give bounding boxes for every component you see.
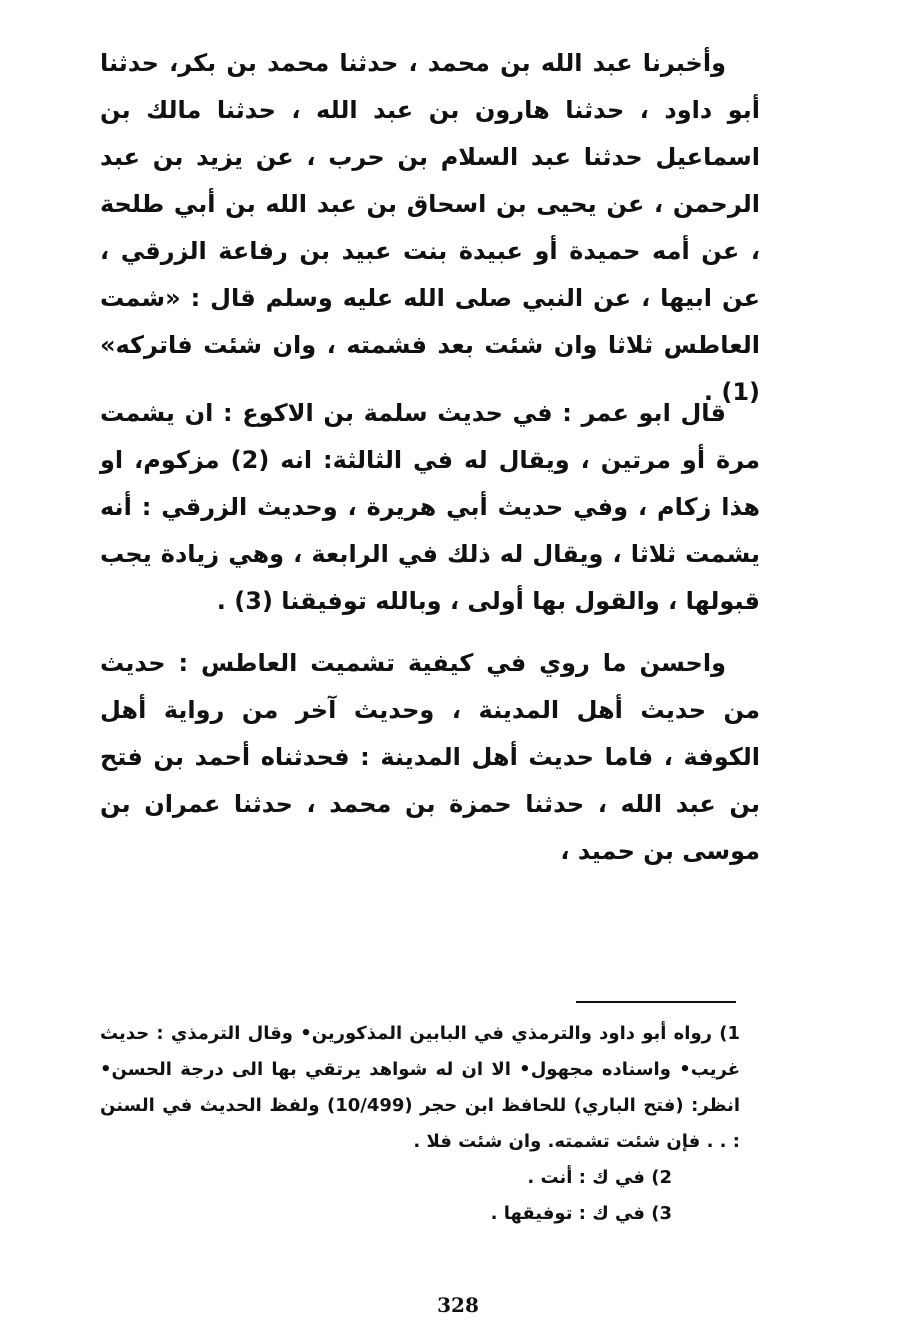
footnote-separator [576, 1001, 736, 1003]
paragraph-text: واحسن ما روي في كيفية تشميت العاطس : حديث من حديث أهل المدينة ، وحديث آخر من رواية أهل الكوفة ، فاما حديث أهل المدينة : فحدثناه أحمد بن فتح بن عبد الله ، حدثنا حمزة بن محمد ، حدثنا عمران بن موسى بن حميد ، [100, 649, 760, 865]
body-paragraph-3 [100, 640, 760, 875]
footnote-1: 1) رواه أبو داود والترمذي في البابين المذكورين• وقال الترمذي : حديث غريب• واسناده مجهول• الا ان له شواهد يرتقي بها الى درجة الحسن• انظر: (فتح الباري) للحافظ ابن حجر (10/499) ولفظ الحديث في السنن : . . فإن شئت تشمته. وان شئت فلا . [100, 1023, 740, 1152]
paragraph-text: قال ابو عمر : في حديث سلمة بن الاكوع : ان يشمت مرة أو مرتين ، ويقال له في الثالثة: انه (2) مزكوم، او هذا زكام ، وفي حديث أبي هريرة ، وحديث الزرقي : أنه يشمت ثلاثا ، ويقال له ذلك في الرابعة ، وهي زيادة يجب قبولها ، والقول بها أولى ، وبالله توفيقنا (3) . [100, 399, 761, 615]
footnote-3: 3) في ك : توفيقها . [490, 1203, 672, 1224]
page-number: 328 [437, 1293, 479, 1317]
body-paragraph-2 [100, 390, 760, 625]
footnote-2: 2) في ك : أنت . [527, 1167, 672, 1188]
body-paragraph-1 [100, 40, 760, 416]
paragraph-text: وأخبرنا عبد الله بن محمد ، حدثنا محمد بن بكر، حدثنا أبو داود ، حدثنا هارون بن عبد الله ، حدثنا مالك بن اسماعيل حدثنا عبد السلام بن حرب ، عن يزيد بن عبد الرحمن ، عن يحيى بن اسحاق بن عبد الله بن أبي طلحة ، عن أمه حميدة أو عبيدة بنت عبيد بن رفاعة الزرقي ، عن ابيها ، عن النبي صلى الله عليه وسلم قال : «شمت العاطس ثلاثا وان شئت بعد فشمته ، وان شئت فاتركه» (1) . [100, 49, 760, 406]
footnotes [100, 1016, 740, 1232]
